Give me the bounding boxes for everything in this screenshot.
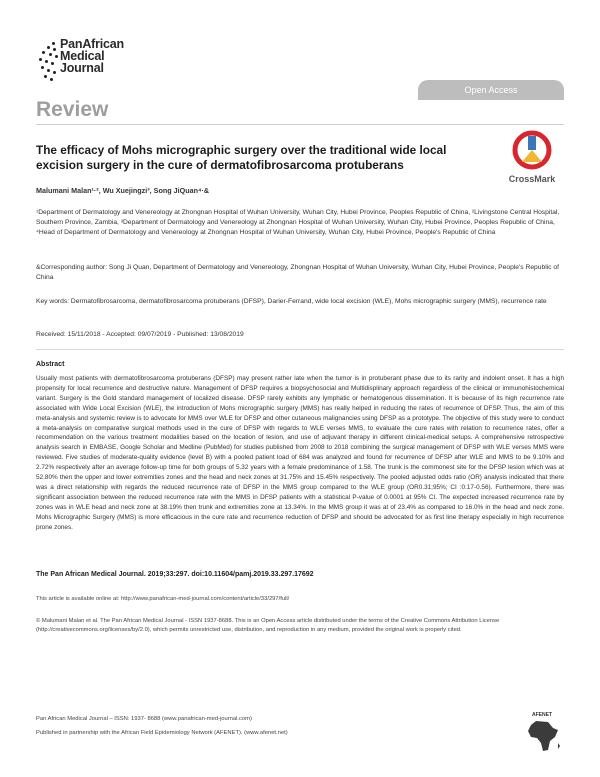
abstract-body: Usually most patients with dermatofibrosarcoma protuberans (DFSP) may present rather late when the tumor is in protuberant phase due to its rarity and indolent onset. It has a high propensity for local recurrence and destructive nature. Management of DFSP requires a biopsychosocial and Multidisplinary approach regardless of the clinical or immunohistochemical variant. Surgery is the Gold standard management of localized disease. DFSP rarely exhibits any lymphatic or hematogenous dissemination. It is because of its high recurrence rate associated with Wide Local Excision (WLE), the introduction of Mohs micrographic surgery (MMS) has really helped in reducing the rates of recurrence of DFSP. Thus, the aim of this meta-analysis and systemic review is to advocate for MMS over WLE for DFSP and other cutaneous malignancies using DFSP as a prototype. The objective of this study were to conduct a meta-analysis on comparative surgical methods used in the cure of DFSP with regards to WLE verses MMS, to evaluate the cure rates with relation to recurrence rates, offer a recommendation on the various treatment modalities based on the location of lesion, and use of adjuvant therapy in different clinical-medical setups. A comprehensive retrospective analysis search in EMBASE, Google Scholar and Medline (PubMed) for studies published from 2008 to 2018 combining the surgical management of DFSP with WLE verses MMS were reviewed. Five studies of moderate-quality evidence (level B) with a pooled patient load of 684 was analyzed and found for recurrence of DFSP after WLE and MMS to be 9.10% and 2.72% respectively after an average follow-up time for both groups of 5.32 years with a female predominance of 1.58. The trunk is the commonest site for the DFSP lesion which was at 52.80% then the upper and lower extremities zones and the head and neck zones at 31.75% and 15.45% respectively. The pooled adjusted odds ratio (OR) analysis indicated that there was a direct relationship with regards the reduced recurrence rate of DFSP in the MMS group compared to the WLE group (OR0.31;95%; CI :0.17-0.56). Furthermore, there was significant association between the reduced recurrence rate with the MMS in DFSP patients with a statistical P-value of 0.0001 at 95% CI. The expected increased recurrence rate by zones was in WLE head and neck zone at 38.19% then trunk and extremities zone at 13.34%. In the MMS group it was at of 23.4% as compared to 16.0% in the head and neck zone. Mohs Micrographic Surgery (MMS) is more efficacious in the cure rate and recurrence reduction of DFSP and should be advocated for as first line therapy especially in high recurrence prone zones.	[36, 375, 564, 531]
abstract-heading: Abstract	[36, 361, 65, 368]
corresponding-author: &Corresponding author: Song Ji Quan, Department of Dermatology and Venereology, Zhongnan Hospital of Wuhan University, Wuhan City, Hubei Province, People's Republic of China	[36, 264, 559, 282]
journal-logo	[38, 38, 158, 88]
logo-dots-icon	[38, 42, 60, 86]
keywords: Key words: Dermatofibrosarcoma, dermatofibrosarcoma protuberans (DFSP), Darier-Ferrand, wide local excision (WLE), Mohs micrographic surgery (MMS), recurrence rate	[36, 298, 547, 305]
divider	[36, 124, 564, 125]
footer-journal-info: Pan African Medical Journal – ISSN: 1937- 8688 (www.panafrican-med-journal.com)	[36, 716, 252, 722]
divider	[36, 349, 564, 350]
open-access-badge: Open Access	[418, 80, 564, 100]
africa-map-icon	[520, 719, 564, 753]
article-title: The efficacy of Mohs micrographic surgery over the traditional wide local excision surgery in the cure of dermatofibrosarcoma protuberans	[36, 143, 447, 172]
article-dates: Received: 15/11/2018 - Accepted: 09/07/2019 - Published: 13/08/2019	[36, 331, 244, 338]
journal-name: PanAfrican Medical Journal	[60, 37, 124, 75]
crossmark-logo[interactable]: CrossMark	[502, 130, 562, 186]
crossmark-icon	[502, 130, 562, 174]
afenet-logo: AFENET	[520, 712, 564, 752]
section-heading: Review	[36, 98, 109, 121]
copyright-notice: © Malumani Malan et al. The Pan African Medical Journal - ISSN 1937-8688. This is an Open Access article distributed under the terms of the Creative Commons Attribution License (http://creativecommons.org/licenses/by/2.0), which permits unrestricted use, distribution, and reproduction in any medium, provided the original work is properly cited.	[36, 618, 500, 633]
citation: The Pan African Medical Journal. 2019;33:297. doi:10.11604/pamj.2019.33.297.17692	[36, 571, 314, 578]
authors: Malumani Malan¹·², Wu Xuejingzi³, Song JiQuan⁴·&	[36, 186, 210, 195]
online-link[interactable]: This article is available online at: http://www.panafrican-med-journal.com/content/article/33/297/full/	[36, 596, 290, 602]
affiliations: ¹Department of Dermatology and Venereology at Zhongnan Hospital of Wuhan University, Wuhan City, Hubei Province, Peoples Republic of China, ²Livingstone Central Hospital, Southern Province, Zambia, ³Department of Dermatology and Venereology at Zhongnan Hospital of Wuhan University, Wuhan City, Hubei Province, Peoples Republic of China, ⁴Head of Department of Dermatology and Venereology at Zhongnan Hospital of Wuhan University, Wuhan City, Hubei Province, People's Republic of China	[36, 209, 560, 237]
footer-partner-info: Published in partnership with the African Field Epidemiology Network (AFENET). (www.afenet.net)	[36, 730, 288, 736]
